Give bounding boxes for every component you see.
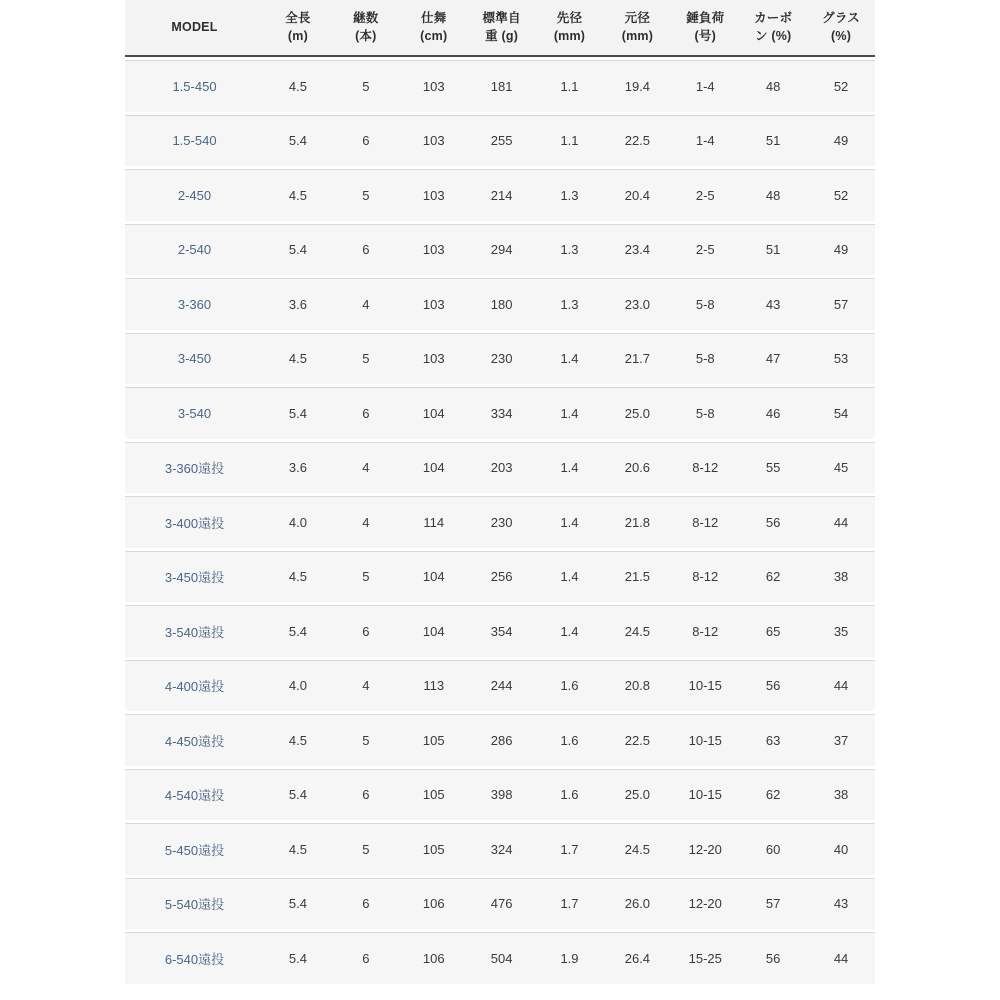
cell-closed-length: 105 xyxy=(422,787,445,803)
column-header-carbon xyxy=(739,10,807,45)
cell-butt-diameter: 22.5 xyxy=(624,133,651,149)
cell-length: 4.5 xyxy=(288,351,307,367)
column-header-label: 元径 xyxy=(624,11,651,25)
column-header-sections xyxy=(332,10,400,45)
cell-tip-diameter: 1.4 xyxy=(560,623,579,639)
cell-length: 5.4 xyxy=(288,133,307,149)
cell-length: 5.4 xyxy=(288,896,307,912)
cell-carbon: 46 xyxy=(765,405,781,421)
cell-length: 5.4 xyxy=(288,405,307,421)
cell-tip-diameter: 1.7 xyxy=(560,841,579,857)
cell-weight: 230 xyxy=(490,514,513,530)
column-header-label: グラス xyxy=(822,11,860,25)
cell-glass: 40 xyxy=(833,841,849,857)
cell-sections: 6 xyxy=(362,896,370,912)
cell-sections: 6 xyxy=(362,133,370,149)
cell-carbon: 43 xyxy=(765,296,781,312)
cell-butt-diameter: 23.0 xyxy=(624,296,651,312)
cell-sections: 5 xyxy=(362,187,370,203)
column-header-tip-diameter xyxy=(536,10,604,45)
cell-sections: 4 xyxy=(362,296,370,312)
cell-glass: 49 xyxy=(833,133,849,149)
table-row xyxy=(125,878,875,930)
column-header-sinker-load xyxy=(671,10,739,45)
column-header-label: 仕舞 xyxy=(421,11,447,25)
cell-carbon: 48 xyxy=(765,187,781,203)
table-row xyxy=(125,60,875,112)
table-row xyxy=(125,605,875,657)
cell-closed-length: 113 xyxy=(423,678,445,694)
cell-carbon: 51 xyxy=(765,133,781,149)
column-header-label: (cm) xyxy=(420,28,448,43)
cell-weight: 398 xyxy=(490,787,513,803)
cell-sinker-load: 5-8 xyxy=(695,296,715,312)
cell-weight: 286 xyxy=(490,732,513,748)
cell-length: 4.5 xyxy=(288,78,307,94)
cell-sinker-load: 5-8 xyxy=(695,405,715,421)
column-header-label: カーボ xyxy=(754,11,793,25)
cell-weight: 230 xyxy=(490,351,513,367)
table-row xyxy=(125,278,875,330)
cell-weight: 256 xyxy=(490,569,513,585)
column-header-label: MODEL xyxy=(171,19,218,34)
column-header-label: 先径 xyxy=(556,11,583,25)
column-header-label: (mm) xyxy=(621,28,654,43)
cell-butt-diameter: 25.0 xyxy=(624,405,651,421)
cell-sections: 6 xyxy=(362,405,370,421)
cell-sinker-load: 10-15 xyxy=(688,732,722,748)
cell-weight: 244 xyxy=(490,678,513,694)
cell-closed-length: 103 xyxy=(422,351,445,367)
cell-length: 5.4 xyxy=(288,623,307,639)
cell-glass: 53 xyxy=(833,351,849,367)
cell-tip-diameter: 1.6 xyxy=(560,678,579,694)
cell-tip-diameter: 1.3 xyxy=(560,296,579,312)
cell-tip-diameter: 1.4 xyxy=(560,460,579,476)
cell-carbon: 62 xyxy=(765,569,781,585)
cell-closed-length: 103 xyxy=(422,187,445,203)
cell-sinker-load: 10-15 xyxy=(688,678,722,694)
cell-glass: 57 xyxy=(833,296,849,312)
cell-glass: 54 xyxy=(833,405,849,421)
cell-glass: 38 xyxy=(833,787,849,803)
cell-butt-diameter: 20.4 xyxy=(624,187,651,203)
model-link[interactable]: 3-360 xyxy=(177,296,212,312)
cell-carbon: 60 xyxy=(765,841,781,857)
cell-length: 3.6 xyxy=(288,296,307,312)
cell-weight: 255 xyxy=(490,133,513,149)
cell-closed-length: 104 xyxy=(422,405,445,421)
cell-closed-length: 105 xyxy=(422,841,445,857)
cell-closed-length: 106 xyxy=(422,896,445,912)
cell-butt-diameter: 20.8 xyxy=(624,678,651,694)
cell-carbon: 57 xyxy=(765,896,781,912)
cell-weight: 354 xyxy=(490,623,513,639)
column-header-label: (mm) xyxy=(553,28,586,43)
cell-butt-diameter: 24.5 xyxy=(624,841,651,857)
cell-butt-diameter: 19.4 xyxy=(624,78,651,94)
cell-weight: 203 xyxy=(490,460,513,476)
model-link[interactable]: 4-540遠投 xyxy=(164,788,225,804)
cell-sinker-load: 8-12 xyxy=(692,460,719,476)
cell-butt-diameter: 26.0 xyxy=(624,896,651,912)
table-body xyxy=(125,60,875,984)
table-row xyxy=(125,224,875,276)
cell-sections: 4 xyxy=(362,678,370,694)
cell-butt-diameter: 21.5 xyxy=(624,569,651,585)
cell-sinker-load: 8-12 xyxy=(692,514,719,530)
cell-weight: 214 xyxy=(490,187,513,203)
cell-butt-diameter: 21.8 xyxy=(624,514,651,530)
cell-sections: 5 xyxy=(362,569,370,585)
cell-closed-length: 103 xyxy=(422,296,445,312)
table-row xyxy=(125,823,875,875)
cell-tip-diameter: 1.4 xyxy=(560,569,579,585)
cell-butt-diameter: 20.6 xyxy=(624,460,651,476)
cell-sections: 6 xyxy=(362,787,370,803)
cell-length: 4.0 xyxy=(288,514,307,530)
cell-sinker-load: 8-12 xyxy=(692,623,719,639)
cell-carbon: 48 xyxy=(765,78,781,94)
column-header-model xyxy=(125,19,264,37)
model-link[interactable]: 3-400遠投 xyxy=(164,515,225,531)
cell-butt-diameter: 22.5 xyxy=(624,732,651,748)
cell-sections: 5 xyxy=(362,351,370,367)
cell-carbon: 56 xyxy=(765,678,781,694)
cell-carbon: 47 xyxy=(765,351,781,367)
cell-weight: 334 xyxy=(490,405,513,421)
cell-length: 4.5 xyxy=(288,569,307,585)
cell-sections: 5 xyxy=(362,732,370,748)
cell-sinker-load: 5-8 xyxy=(695,351,715,367)
cell-length: 4.5 xyxy=(288,841,307,857)
column-header-label: (号) xyxy=(694,28,716,43)
column-header-label: (m) xyxy=(287,28,308,43)
cell-glass: 52 xyxy=(833,187,849,203)
rod-spec-table xyxy=(125,0,875,984)
cell-length: 5.4 xyxy=(288,242,307,258)
model-link[interactable]: 3-450 xyxy=(177,351,212,367)
cell-tip-diameter: 1.1 xyxy=(560,133,579,149)
cell-glass: 52 xyxy=(833,78,849,94)
cell-carbon: 56 xyxy=(765,950,781,966)
model-link[interactable]: 6-540遠投 xyxy=(164,951,225,967)
cell-carbon: 56 xyxy=(765,514,781,530)
cell-length: 3.6 xyxy=(288,460,307,476)
cell-sinker-load: 12-20 xyxy=(688,841,722,857)
cell-length: 4.5 xyxy=(288,732,307,748)
table-row xyxy=(125,769,875,821)
cell-closed-length: 104 xyxy=(422,569,445,585)
model-link[interactable]: 2-540 xyxy=(177,242,212,258)
model-link[interactable]: 4-400遠投 xyxy=(164,679,225,695)
cell-glass: 44 xyxy=(833,678,849,694)
cell-closed-length: 104 xyxy=(422,623,445,639)
cell-sinker-load: 12-20 xyxy=(688,896,722,912)
cell-tip-diameter: 1.4 xyxy=(560,405,579,421)
cell-sections: 5 xyxy=(362,78,370,94)
cell-weight: 181 xyxy=(490,78,513,94)
cell-butt-diameter: 21.7 xyxy=(624,351,651,367)
table-row xyxy=(125,551,875,603)
cell-weight: 476 xyxy=(490,896,513,912)
column-header-label: 重 (g) xyxy=(485,28,519,43)
cell-carbon: 65 xyxy=(765,623,781,639)
cell-length: 4.5 xyxy=(288,187,307,203)
cell-glass: 43 xyxy=(833,896,849,912)
table-row xyxy=(125,496,875,548)
table-row xyxy=(125,387,875,439)
cell-sinker-load: 2-5 xyxy=(695,187,715,203)
cell-sinker-load: 8-12 xyxy=(692,569,719,585)
cell-tip-diameter: 1.1 xyxy=(560,78,579,94)
cell-butt-diameter: 25.0 xyxy=(624,787,651,803)
cell-closed-length: 114 xyxy=(423,514,445,530)
cell-tip-diameter: 1.6 xyxy=(560,732,579,748)
cell-butt-diameter: 23.4 xyxy=(624,242,651,258)
table-row xyxy=(125,333,875,385)
cell-length: 5.4 xyxy=(288,787,307,803)
model-link[interactable]: 5-540遠投 xyxy=(164,897,225,913)
column-header-butt-diameter xyxy=(603,10,671,45)
column-header-glass xyxy=(807,10,875,45)
column-header-length xyxy=(264,10,332,45)
table-row xyxy=(125,714,875,766)
cell-tip-diameter: 1.3 xyxy=(560,242,579,258)
column-header-label: 標準自 xyxy=(482,11,521,25)
cell-length: 5.4 xyxy=(288,950,307,966)
cell-tip-diameter: 1.4 xyxy=(560,351,579,367)
model-link[interactable]: 3-360遠投 xyxy=(164,461,225,477)
cell-carbon: 62 xyxy=(765,787,781,803)
cell-carbon: 63 xyxy=(765,732,781,748)
cell-weight: 294 xyxy=(490,242,513,258)
column-header-weight xyxy=(468,10,536,45)
cell-tip-diameter: 1.7 xyxy=(560,896,579,912)
cell-carbon: 55 xyxy=(765,460,781,476)
cell-length: 4.0 xyxy=(288,678,307,694)
cell-tip-diameter: 1.4 xyxy=(560,514,579,530)
column-header-label: 継数 xyxy=(353,11,379,25)
cell-carbon: 51 xyxy=(765,242,781,258)
cell-tip-diameter: 1.9 xyxy=(560,950,579,966)
column-header-label: 全長 xyxy=(285,11,311,25)
cell-glass: 45 xyxy=(833,460,849,476)
cell-sections: 6 xyxy=(362,242,370,258)
model-link[interactable]: 4-450遠投 xyxy=(164,733,225,749)
cell-sinker-load: 10-15 xyxy=(688,787,722,803)
cell-weight: 324 xyxy=(490,841,513,857)
cell-butt-diameter: 24.5 xyxy=(624,623,651,639)
cell-sections: 5 xyxy=(362,841,370,857)
cell-glass: 35 xyxy=(833,623,849,639)
cell-sections: 4 xyxy=(362,514,370,530)
cell-closed-length: 103 xyxy=(422,242,445,258)
model-link[interactable]: 1.5-540 xyxy=(172,133,217,149)
model-link[interactable]: 3-540 xyxy=(177,405,212,421)
column-header-label: (%) xyxy=(831,28,852,43)
table-row xyxy=(125,932,875,984)
cell-closed-length: 103 xyxy=(422,78,445,94)
cell-sinker-load: 2-5 xyxy=(695,242,715,258)
cell-glass: 38 xyxy=(833,569,849,585)
cell-butt-diameter: 26.4 xyxy=(624,950,651,966)
cell-weight: 504 xyxy=(490,950,513,966)
model-link[interactable]: 5-450遠投 xyxy=(164,842,225,858)
cell-sinker-load: 15-25 xyxy=(688,950,722,966)
table-row xyxy=(125,115,875,167)
cell-tip-diameter: 1.6 xyxy=(560,787,579,803)
table-row xyxy=(125,660,875,712)
model-link[interactable]: 2-450 xyxy=(177,187,212,203)
model-link[interactable]: 3-540遠投 xyxy=(164,624,225,640)
cell-sinker-load: 1-4 xyxy=(695,133,715,149)
cell-sections: 6 xyxy=(362,623,370,639)
cell-sections: 4 xyxy=(362,460,370,476)
table-row xyxy=(125,169,875,221)
column-header-label: (本) xyxy=(355,28,377,43)
cell-glass: 44 xyxy=(833,950,849,966)
cell-tip-diameter: 1.3 xyxy=(560,187,579,203)
cell-closed-length: 103 xyxy=(422,133,445,149)
cell-closed-length: 106 xyxy=(422,950,445,966)
cell-closed-length: 105 xyxy=(422,732,445,748)
table-row xyxy=(125,442,875,494)
model-link[interactable]: 1.5-450 xyxy=(172,78,217,94)
model-link[interactable]: 3-450遠投 xyxy=(164,570,225,586)
column-header-label: ン (%) xyxy=(754,28,792,43)
cell-glass: 49 xyxy=(833,242,849,258)
cell-weight: 180 xyxy=(490,296,513,312)
cell-glass: 44 xyxy=(833,514,849,530)
column-header-closed-length xyxy=(400,10,468,45)
cell-closed-length: 104 xyxy=(422,460,445,476)
column-header-label: 錘負荷 xyxy=(686,11,725,25)
cell-sinker-load: 1-4 xyxy=(695,78,715,94)
cell-glass: 37 xyxy=(833,732,849,748)
table-header-row xyxy=(125,0,875,57)
cell-sections: 6 xyxy=(362,950,370,966)
